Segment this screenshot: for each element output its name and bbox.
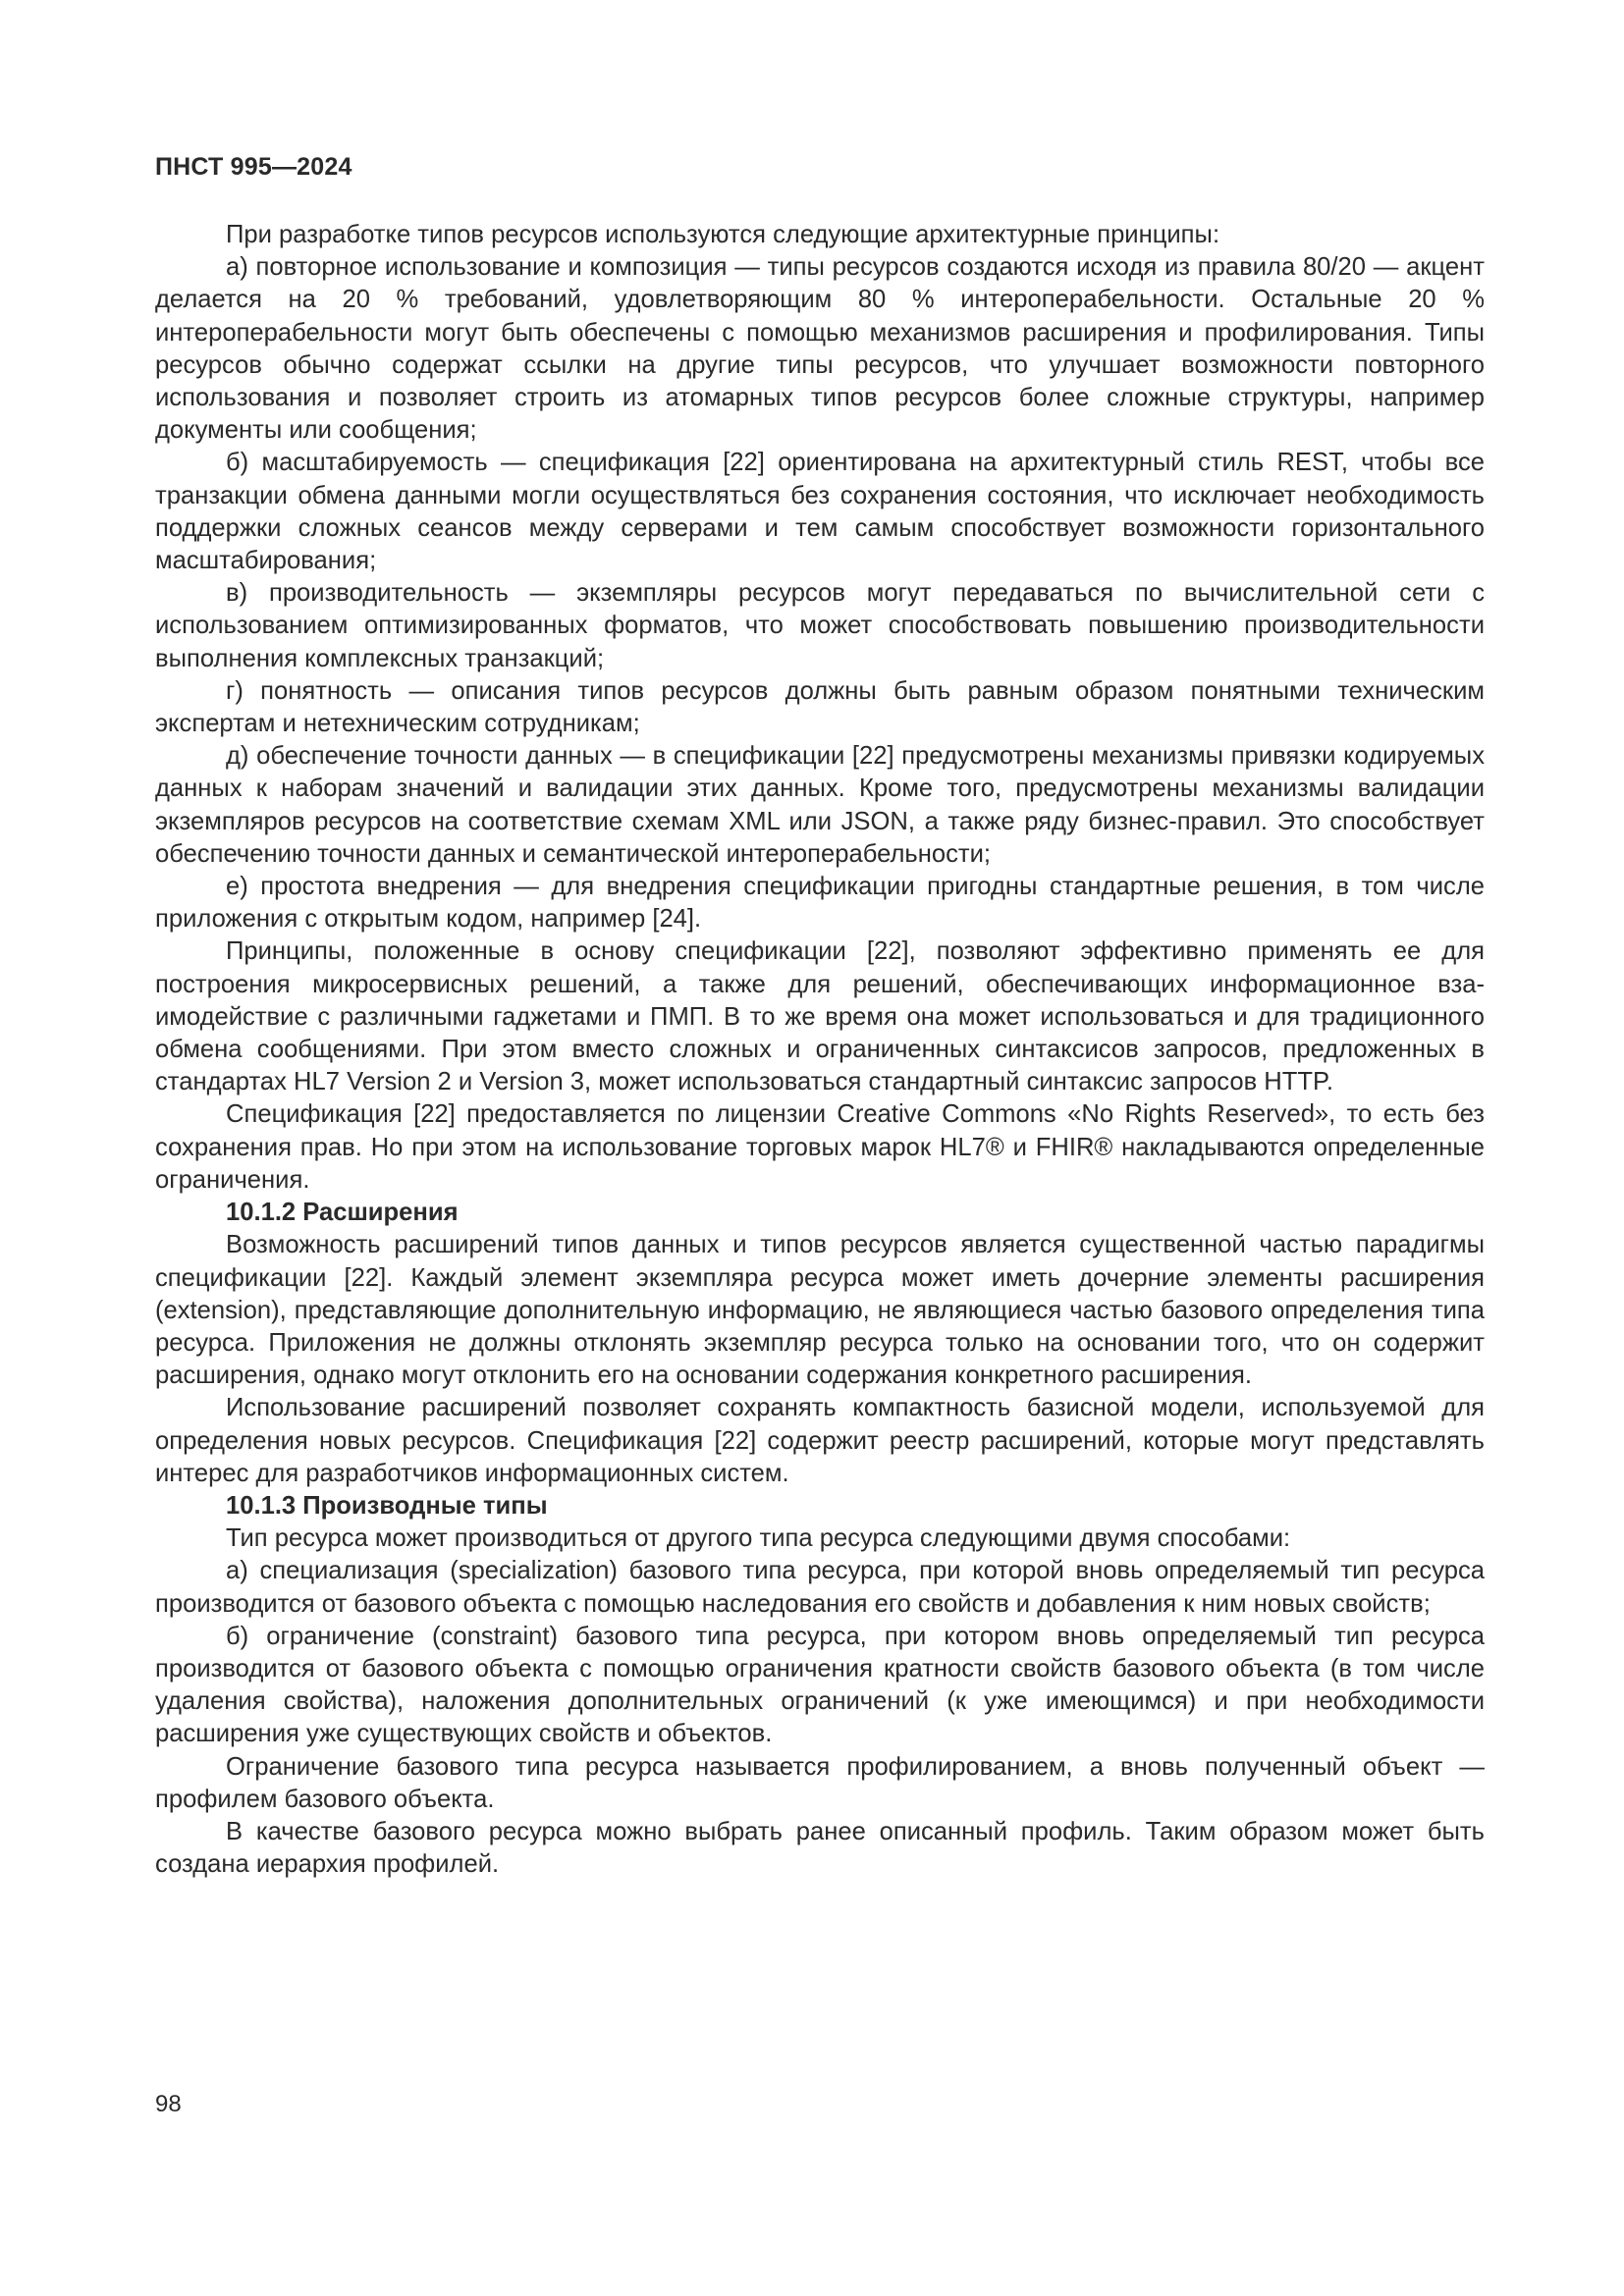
section-heading-derived-types: 10.1.3 Производные типы	[226, 1491, 548, 1520]
paragraph-derived-intro: Тип ресурса может производиться от другого типа ресурса следующими двумя способами:	[226, 1524, 1291, 1553]
page-number: 98	[155, 2091, 182, 2117]
paragraph-principle-v: в) производительность — экземпляры ресурсов могут передаваться по вычислительной сети с использованием оптимизированных форматов, что может способствовать повышению производительности выполнения комплексных транзакций;	[155, 579, 1485, 672]
paragraph-extensions-2: Использование расширений позволяет сохранять компактность базисной модели, используемой для определения новых ресурсов. Спецификация [22] содержит реестр расширений, которые могут представлять интерес для разработчиков информационных систем.	[155, 1394, 1485, 1487]
paragraph-principle-d: д) обеспечение точности данных — в спецификации [22] предусмотрены механизмы привязки кодируемых данных к наборам значений и валидации этих данных. Кроме того, предусмотрены механизмы валидации экземпляров ресурсов на соответствие схемам XML или JSON, а также ряду бизнес-правил. Это способствует обеспечению точности данных и семантической интероперабельности;	[155, 742, 1485, 868]
paragraph-profile-hierarchy: В качестве базового ресурса можно выбрать ранее описанный профиль. Таким образом может быть создана иерархия профилей.	[155, 1817, 1485, 1879]
paragraph-principle-e: е) простота внедрения — для внедрения спецификации пригодны стандартные решения, в том числе приложения с открытым кодом, например [24].	[155, 873, 1485, 934]
paragraph-intro: При разработке типов ресурсов используются следующие архитектурные принципы:	[226, 221, 1220, 248]
paragraph-principle-a: а) повторное использование и композиция — типы ресурсов создаются исходя из правила 80/20 — акцент делается на 20 % требований, удовлетворяющим 80 % интероперабельности. Остальные 20 % интероперабельности могут быть обеспечены с помощью механизмов расширения и профилирования. Типы ресурсов обычно содержат ссылки на другие типы ресурсов, что улучшает возможности повторного использования и позволяет строить из атомарных типов ресурсов более сложные структуры, например документы или сообщения;	[155, 253, 1485, 445]
section-heading-extensions: 10.1.2 Расширения	[226, 1199, 459, 1227]
paragraph-principle-b: б) масштабируемость — спецификация [22] ориентирована на архитектурный стиль REST, чтобы все транзакции обмена данными могли осуществляться без сохранения состояния, что исключает необходимость поддержки сложных сеансов между серверами и тем самым способствует возможности горизонтального масштабирования;	[155, 449, 1485, 575]
paragraph-derived-specialization: а) специализация (specialization) базового типа ресурса, при которой вновь определяемый тип ресурса производится от базового объекта с помощью наследования его свойств и добавления к ним новых свойств;	[155, 1557, 1485, 1618]
page-body	[155, 219, 1485, 1881]
document-code-header: ПНСТ 995—2024	[155, 153, 352, 181]
paragraph-license: Спецификация [22] предоставляется по лицензии Creative Commons «No Rights Reserved», то есть без сохранения прав. Но при этом на использование торговых марок HL7® и FHIR® накладываются определенные ограничения.	[155, 1100, 1485, 1194]
paragraph-derived-constraint: б) ограничение (constraint) базового типа ресурса, при котором вновь определяемый тип ресурса производится от базового объекта с помощью ограничения кратности свойств базового объекта (в том числе удаления свойства), наложения дополнительных ограничений (к уже имеющимся) и при необходимости расширения уже существующих свойств и объектов.	[155, 1622, 1485, 1748]
paragraph-principles-summary: Принципы, положенные в основу спецификации [22], позволяют эффективно применять ее для построения микросервисных решений, а также для решений, обеспечивающих информационное взаимодействие с различными гаджетами и ПМП. В то же время она может использоваться и для традиционного обмена сообщениями. При этом вместо сложных и ограниченных синтаксисов запросов, предложенных в стандартах HL7 Version 2 и Version 3, может использоваться стандартный синтаксис запросов HTTP.	[155, 937, 1485, 1096]
paragraph-extensions-1: Возможность расширений типов данных и типов ресурсов является существенной частью парадигмы спецификации [22]. Каждый элемент экземпляра ресурса может иметь дочерние элементы расширения (extension), представляющие дополнительную информацию, не являющиеся частью базового определения типа ресурса. Приложения не должны отклонять экземпляр ресурса только на основании того, что он содержит расширения, однако могут отклонить его на основании содержания конкретного расширения.	[155, 1231, 1485, 1390]
paragraph-principle-g: г) понятность — описания типов ресурсов должны быть равным образом понятными техническим экспертам и нетехническим сотрудникам;	[155, 676, 1485, 738]
paragraph-profiling: Ограничение базового типа ресурса называется профилированием, а вновь полученный объект — профилем базового объекта.	[155, 1752, 1485, 1813]
